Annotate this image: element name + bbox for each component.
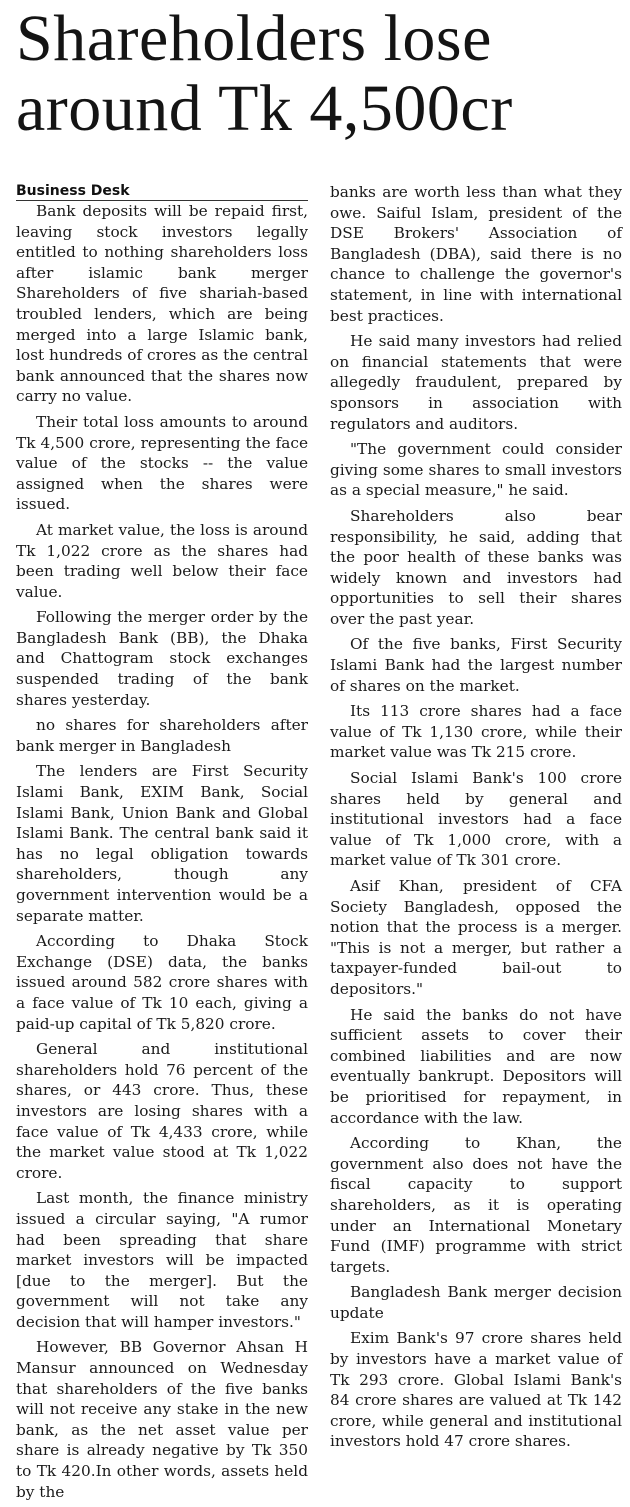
- paragraph: Last month, the finance ministry issued a circular saying, "A rumor had been spreading that share market investors will be impacted [due to the merger]. But the government will not take any decision that will hamper investors.": [16, 1189, 308, 1331]
- paragraph: no shares for shareholders after bank merger in Bangladesh: [16, 716, 308, 755]
- paragraph: However, BB Governor Ahsan H Mansur announced on Wednesday that shareholders of the five banks will not receive any stake in the new bank, as the net asset value per share is already negative by Tk 350 to Tk 420.In other words, assets held by the: [16, 1338, 308, 1501]
- paragraph: Its 113 crore shares had a face value of Tk 1,130 crore, while their market value was Tk 215 crore.: [330, 702, 622, 762]
- headline-line-1: Shareholders lose: [16, 2, 492, 75]
- paragraph: He said the banks do not have sufficient assets to cover their combined liabilities and are now eventually bankrupt. Depositors will be prioritised for repayment, in accordance with the law.: [330, 1005, 622, 1127]
- article-column-left: [16, 182, 308, 1507]
- paragraph: General and institutional shareholders hold 76 percent of the shares, or 443 crore. Thus, these investors are losing shares with a face value of Tk 4,433 crore, while the market value stood at Tk 1,022 crore.: [16, 1040, 308, 1182]
- paragraph: "The government could consider giving some shares to small investors as a special measure," he said.: [330, 440, 622, 500]
- paragraph: Their total loss amounts to around Tk 4,500 crore, representing the face value of the stocks -- the value assigned when the shares were issued.: [16, 412, 308, 514]
- paragraph: He said many investors had relied on financial statements that were allegedly fraudulent, prepared by sponsors in association with regulators and auditors.: [330, 332, 622, 433]
- paragraph: Following the merger order by the Bangladesh Bank (BB), the Dhaka and Chattogram stock exchanges suspended trading of the bank shares yesterday.: [16, 608, 308, 709]
- byline: Business Desk: [16, 183, 130, 199]
- paragraph: At market value, the loss is around Tk 1,022 crore as the shares had been trading well below their face value.: [16, 520, 308, 601]
- paragraph: Shareholders also bear responsibility, he said, adding that the poor health of these banks was widely known and investors had opportunities to sell their shares over the past year.: [330, 506, 622, 628]
- headline-line-2: around Tk 4,500cr: [16, 72, 513, 145]
- paragraph: Of the five banks, First Security Islami Bank had the largest number of shares on the market.: [330, 635, 622, 695]
- paragraph: banks are worth less than what they owe. Saiful Islam, president of the DSE Brokers' Association of Bangladesh (DBA), said there is no chance to challenge the governor's statement, in line with international best practices.: [330, 183, 622, 325]
- byline-divider: [16, 200, 308, 201]
- article-column-right: [330, 182, 622, 1457]
- paragraph: Social Islami Bank's 100 crore shares held by general and institutional investors had a face value of Tk 1,000 crore, with a market value of Tk 301 crore.: [330, 769, 622, 870]
- paragraph: The lenders are First Security Islami Bank, EXIM Bank, Social Islami Bank, Union Bank and Global Islami Bank. The central bank said it has no legal obligation towards shareholders, though any government intervention would be a separate matter.: [16, 762, 308, 925]
- paragraph: Bangladesh Bank merger decision update: [330, 1283, 622, 1322]
- headline: [16, 4, 616, 144]
- paragraph: According to Dhaka Stock Exchange (DSE) data, the banks issued around 582 crore shares with a face value of Tk 10 each, giving a paid-up capital of Tk 5,820 crore.: [16, 932, 308, 1033]
- paragraph: Exim Bank's 97 crore shares held by investors have a market value of Tk 293 crore. Global Islami Bank's 84 crore shares are valued at Tk 142 crore, while general and institutional investors hold 47 crore shares.: [330, 1329, 622, 1451]
- paragraph: Asif Khan, president of CFA Society Bangladesh, opposed the notion that the process is a merger. "This is not a merger, but rather a taxpayer-funded bail-out to depositors.": [330, 877, 622, 998]
- paragraph: Bank deposits will be repaid first, leaving stock investors legally entitled to nothing shareholders loss after islamic bank merger Shareholders of five shariah-based troubled lenders, which are being merged into a large Islamic bank, lost hundreds of crores as the central bank announced that the shares now carry no value.: [16, 202, 308, 406]
- paragraph: According to Khan, the government also does not have the fiscal capacity to support shareholders, as it is operating under an International Monetary Fund (IMF) programme with strict targets.: [330, 1134, 622, 1276]
